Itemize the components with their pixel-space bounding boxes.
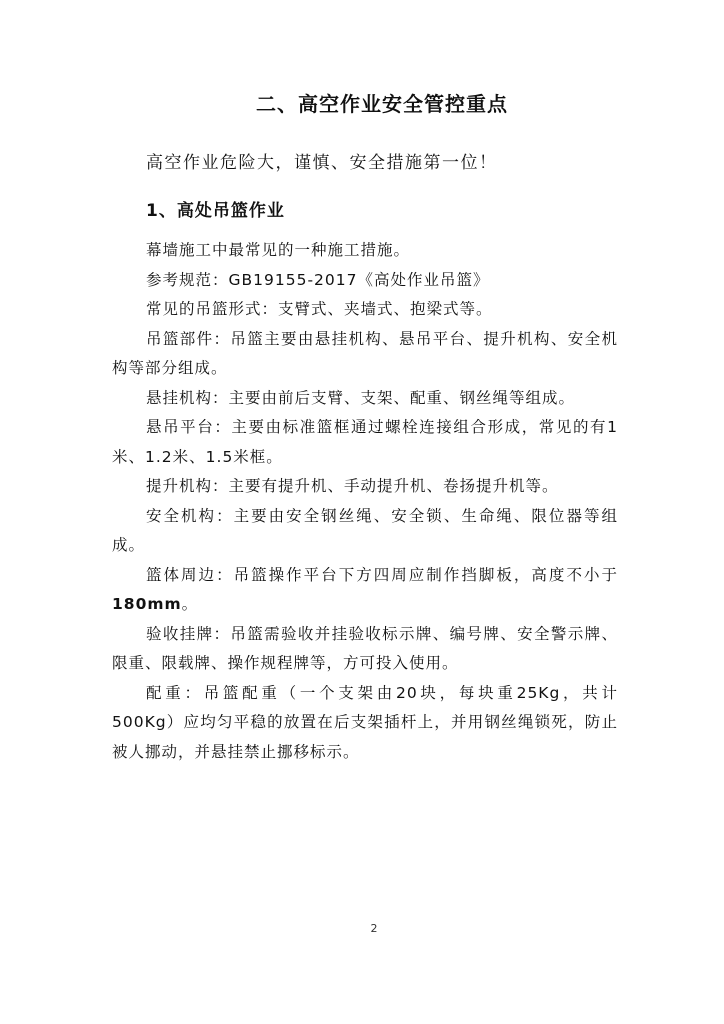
paragraph-edge-text: 篮体周边：吊篮操作平台下方四周应制作挡脚板，高度不小于 <box>146 565 618 584</box>
paragraph: 悬挂机构：主要由前后支臂、支架、配重、钢丝绳等组成。 <box>146 388 576 407</box>
paragraph: 验收挂牌：吊篮需验收并挂验收标示牌、编号牌、安全警示牌、限重、限载牌、操作规程牌等，方可投入使用。 <box>112 624 618 672</box>
intro-text: 高空作业危险大，谨慎、安全措施第一位！ <box>146 153 498 173</box>
paragraph: 吊篮部件：吊篮主要由悬挂机构、悬吊平台、提升机构、安全机构等部分组成。 <box>112 329 618 377</box>
paragraph: 常见的吊篮形式：支臂式、夹墙式、抱梁式等。 <box>146 300 493 318</box>
edge-height-value: 180mm <box>112 595 182 613</box>
paragraph: 配重：吊篮配重（一个支架由20块，每块重25Kg，共计500Kg）应均匀平稳的放置在后支架插杆上，并用钢丝绳锁死，防止被人挪动，并悬挂禁止挪移标示。 <box>112 683 618 761</box>
paragraph-edge <box>112 561 618 620</box>
paragraph: 提升机构：主要有提升机、手动提升机、卷扬提升机等。 <box>146 477 559 495</box>
page-title: 二、高空作业安全管控重点 <box>256 92 508 116</box>
paragraph: 安全机构：主要由安全钢丝绳、安全锁、生命绳、限位器等组成。 <box>112 506 618 554</box>
paragraph-edge-end: 。 <box>181 595 199 613</box>
paragraph: 幕墙施工中最常见的一种施工措施。 <box>146 241 411 259</box>
paragraph: 悬吊平台：主要由标准篮框通过螺栓连接组合形成，常见的有1米、1.2米、1.5米框。 <box>112 418 618 466</box>
section-heading: 1、高处吊篮作业 <box>146 201 285 221</box>
paragraph: 参考规范：GB19155-2017《高处作业吊篮》 <box>146 270 490 289</box>
page-number: 2 <box>370 922 378 935</box>
body-text <box>112 236 618 767</box>
